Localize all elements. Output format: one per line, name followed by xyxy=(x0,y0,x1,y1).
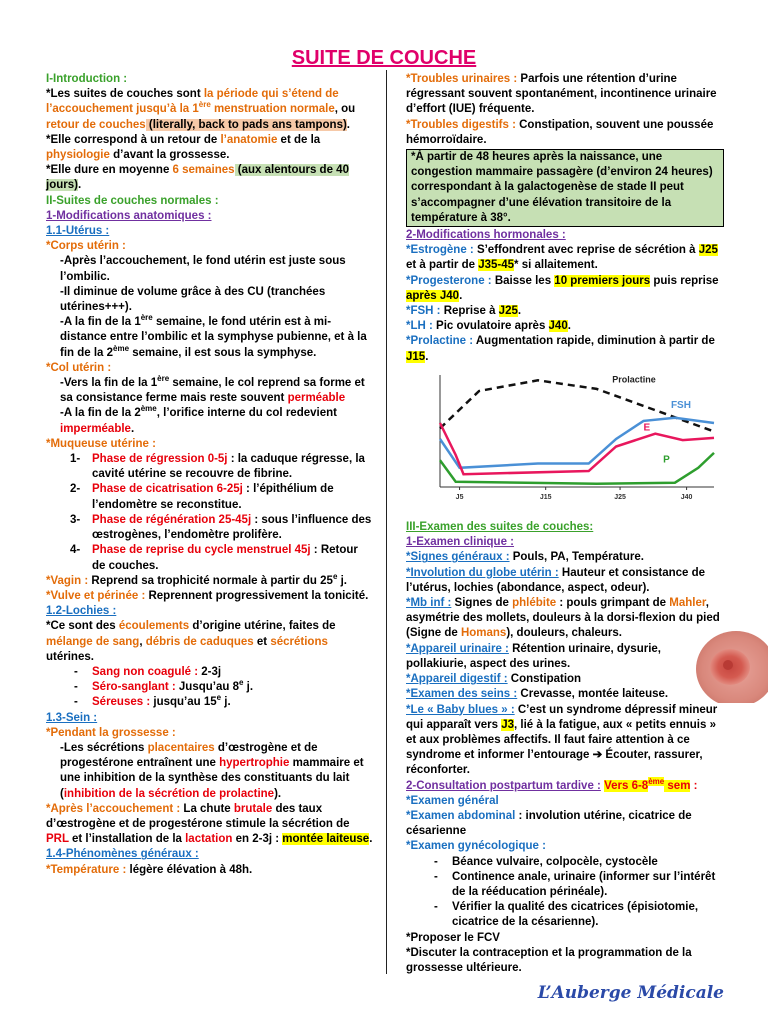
x-tick-label: J40 xyxy=(680,493,693,501)
examen-gyneco-heading: *Examen gynécologique : xyxy=(406,840,546,853)
subsection-heading-consultation: 2-Consultation postpartum tardive : Vers 6-8ème sem : xyxy=(406,776,698,792)
subsection-heading-phenomenes: 1.4-Phénomènes généraux : xyxy=(46,848,199,861)
list-item: - Continence anale, urinaire (informer sur l’intérêt de la rééducation périnéale). xyxy=(406,870,724,900)
temperature-text: *Température : légère élévation à 48h. xyxy=(46,863,253,876)
section-heading-intro: I-Introduction : xyxy=(46,73,128,85)
highlight-box-congestion: *À partir de 48 heures après la naissance, une congestion mammaire passagère (d’environ 24 heures) correspondant à la galactogenèse de stade II peut s’accompagner d’une élévation transitoire de la température à 38°. xyxy=(406,149,724,227)
subsection-heading-hormonal: 2-Modifications hormonales : xyxy=(406,229,566,242)
troubles-urinaires-text: *Troubles urinaires : Parfois une rétention d’urine régressant souvent spontanément, incontinence urinaire d’effort (IUE) fréquente. xyxy=(406,73,717,116)
examen-general-text: *Examen général xyxy=(406,794,499,807)
intro-paragraph-3: *Elle dure en moyenne 6 semaines (aux alentours de 40 jours). xyxy=(46,164,349,192)
series-line-fsh xyxy=(440,418,714,468)
corps-text-2: -Il diminue de volume grâce à des CU (tranchées utérines+++). xyxy=(60,285,326,314)
series-line-p xyxy=(440,453,714,484)
progesterone-text: *Progesterone : Baisse les 10 premiers jours puis reprise après J40. xyxy=(406,274,719,302)
subsection-heading-clinique: 1-Examen clinique : xyxy=(406,536,515,549)
signature-logo: L’Auberge Médicale xyxy=(537,983,724,1003)
x-tick-label: J5 xyxy=(455,493,464,501)
x-tick-label: J15 xyxy=(539,493,552,501)
estrogene-text: *Estrogène : S’effondrent avec reprise de sécrétion à J25 et à partir de J35-45* si allaitement. xyxy=(406,244,718,272)
hormone-chart xyxy=(406,369,724,509)
signes-generaux-text: *Signes généraux : Pouls, PA, Température. xyxy=(406,551,644,564)
right-column xyxy=(406,72,724,976)
col-text-1: -Vers la fin de la 1ère semaine, le col reprend sa forme et sa consistance ferme mais reste souvent perméable xyxy=(60,374,365,405)
subsection-heading-uterus: 1.1-Utérus : xyxy=(46,225,110,238)
list-item: 2- Phase de cicatrisation 6-25j : l’épithélium de l’endomètre se reconstitue. xyxy=(70,483,334,511)
lochies-list xyxy=(46,665,374,711)
series-label-prolactine: Prolactine xyxy=(612,374,656,385)
intro-paragraph-2: *Elle correspond à un retour de l’anatomie et de la physiologie d’avant la grossesse. xyxy=(46,133,321,162)
list-item: - Béance vulvaire, colpocèle, cystocèle xyxy=(406,855,724,870)
list-item: - Vérifier la qualité des cicatrices (épisiotomie, cicatrice de la césarienne). xyxy=(406,900,724,930)
heading-col-uterin: *Col utérin : xyxy=(46,361,112,374)
examen-abdominal-text: *Examen abdominal : involution utérine, cicatrice de césarienne xyxy=(406,809,692,838)
list-item: 1- Phase de régression 0-5j : la caduque régresse, la cavité utérine se recouvre de fibrine. xyxy=(70,453,365,481)
involution-text: *Involution du globe utérin : Hauteur et consistance de l’utérus, lochies (abondance, aspect, odeur). xyxy=(406,566,706,594)
breast-photo xyxy=(694,631,768,703)
lh-text: *LH : Pic ovulatoire après J40. xyxy=(406,320,571,333)
vagin-text: *Vagin : Reprend sa trophicité normale à partir du 25e j. xyxy=(46,571,347,587)
vulve-text: *Vulve et périnée : Reprennent progressivement la tonicité. xyxy=(46,589,369,602)
sein-text-1: -Les sécrétions placentaires d’œstrogène et de progestérone entraînent une hypertrophie mammaire et une inhibition de la synthèse des constituants du lait (inhibition de la sécrétion de prolactine). xyxy=(60,741,364,800)
heading-muqueuse: *Muqueuse utérine : xyxy=(46,437,156,450)
contraception-text: *Discuter la contraception et la programmation de la grossesse ultérieure. xyxy=(406,946,692,974)
fcv-text: *Proposer le FCV xyxy=(406,931,500,944)
prolactine-text: *Prolactine : Augmentation rapide, diminution à partir de J15. xyxy=(406,335,715,363)
left-column xyxy=(46,72,374,878)
examen-seins-text: *Examen des seins : Crevasse, montée laiteuse. xyxy=(406,688,669,701)
subsection-heading-sein: 1.3-Sein : xyxy=(46,711,98,724)
list-item: 4- Phase de reprise du cycle menstruel 45j : Retour de couches. xyxy=(70,544,358,572)
apres-accouchement-text: *Après l’accouchement : La chute brutale des taux d’œstrogène et de progestérone stimule la sécrétion de PRL et l’installation de la lactation en 2-3j : montée laiteuse. xyxy=(46,802,373,846)
appareil-digestif-text: *Appareil digestif : Constipation xyxy=(406,673,582,686)
corps-text-3: -A la fin de la 1ère semaine, le fond utérin est à mi-distance entre l’ombilic et la symphyse pubienne, et à la fin de la 2ème semaine, il est sous la symphyse. xyxy=(60,313,367,359)
col-text-2: -A la fin de la 2ème, l’orifice interne du col redevient imperméable. xyxy=(60,404,337,435)
section-heading-normal: II-Suites de couches normales : xyxy=(46,194,219,207)
fsh-text: *FSH : Reprise à J25. xyxy=(406,305,522,318)
list-item: - Séreuses : jusqu’au 15e j. xyxy=(46,695,374,710)
series-label-p: P xyxy=(663,454,670,466)
list-item: - Séro-sanglant : Jusqu’au 8e j. xyxy=(46,680,374,695)
gyneco-list xyxy=(406,855,724,931)
list-item: 3- Phase de régénération 25-45j : sous l’influence des œstrogènes, l’endomètre prolifère. xyxy=(70,513,372,542)
series-label-e: E xyxy=(643,422,651,434)
subsection-heading-lochies: 1.2-Lochies : xyxy=(46,605,117,618)
corps-text-1: -Après l’accouchement, le fond utérin est juste sous l’ombilic. xyxy=(60,255,346,283)
mb-inf-text: *Mb inf : Signes de phlébite : pouls grimpant de Mahler, asymétrie des mollets, douleurs à la dorsi-flexion du pied (Signe de Homans), douleurs, chaleurs. xyxy=(406,597,720,640)
section-heading-examen: III-Examen des suites de couches: xyxy=(406,521,594,534)
intro-paragraph-1: *Les suites de couches sont la période qui s’étend de l’accouchement jusqu’à la 1ère menstruation normale, ou retour de couches (literally, back to pads ans tampons). xyxy=(46,88,356,131)
page-title: SUITE DE COUCHE xyxy=(291,47,477,69)
x-tick-label: J25 xyxy=(614,493,626,501)
troubles-digestifs-text: *Troubles digestifs : Constipation, souvent une poussée hémorroïdaire. xyxy=(406,118,714,146)
series-label-fsh: FSH xyxy=(670,399,691,411)
heading-corps-uterin: *Corps utérin : xyxy=(46,240,126,253)
appareil-urinaire-text: *Appareil urinaire : Rétention urinaire, dysurie, pollakiurie, aspect des urines. xyxy=(406,642,661,670)
baby-blues-text: *Le « Baby blues » : C’est un syndrome dépressif mineur qui apparaît vers J3, lié à la fatigue, aux « petits ennuis » et aux problèmes affectifs. Il faut faire attention à ce syndrome et informer l’entourage ➔ Écouter, rassurer, réconforter. xyxy=(406,703,718,777)
muqueuse-phase-list xyxy=(46,452,374,574)
list-item: - Sang non coagulé : 2-3j xyxy=(46,665,374,680)
subsection-heading-anatomic: 1-Modifications anatomiques : xyxy=(46,209,212,222)
lochies-text: *Ce sont des écoulements d’origine utérine, faites de mélange de sang, débris de caduques et sécrétions utérines. xyxy=(46,620,336,663)
column-divider xyxy=(386,70,387,974)
heading-pendant-grossesse: *Pendant la grossesse : xyxy=(46,726,176,739)
